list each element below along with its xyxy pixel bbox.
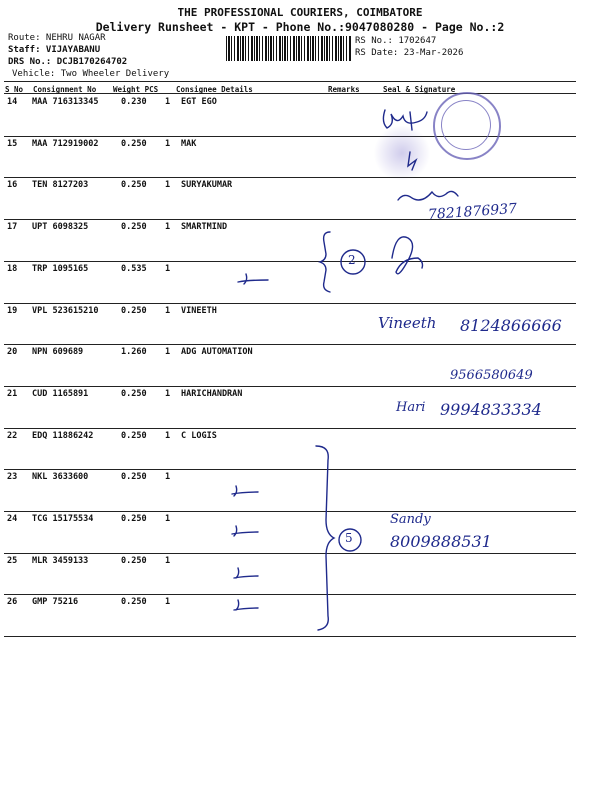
handwritten-phone-21: 9994833334 (440, 400, 542, 419)
row-consignment-no: TRP 1095165 (32, 263, 89, 274)
row-weight: 0.250 (121, 472, 147, 483)
row-consignment-no: NPN 609689 (32, 347, 84, 358)
row-sno: 23 (7, 472, 18, 483)
col-consignment: Consignment No (33, 85, 97, 94)
row-consignment-no: EDQ 11886242 (32, 430, 94, 441)
row-weight: 0.250 (121, 388, 147, 399)
row-pcs: 1 (165, 180, 171, 191)
handwritten-phone-24: 8009888531 (390, 532, 492, 551)
row-consignment-no: VPL 523615210 (32, 305, 99, 316)
rs-number: RS No.: 1702647 (355, 36, 437, 46)
row-sno: 17 (7, 222, 18, 233)
row-weight: 0.535 (121, 263, 147, 274)
row-sno: 25 (7, 555, 18, 566)
row-consignee: C LOGIS (181, 430, 217, 441)
row-consignee: MAK (181, 138, 197, 149)
row-sno: 24 (7, 514, 18, 524)
row-weight: 0.250 (121, 138, 147, 149)
col-sno: S No (5, 85, 24, 94)
row-sno: 26 (7, 597, 18, 608)
col-seal-signature: Seal & Signature (383, 85, 456, 94)
row-pcs: 1 (165, 514, 171, 524)
row-pcs: 1 (165, 305, 171, 316)
runsheet-subtitle: Delivery Runsheet - KPT - Phone No.:9047080280 - Page No.:2 (95, 20, 505, 34)
row-sno: 18 (7, 263, 18, 274)
row-weight: 0.250 (121, 180, 147, 191)
rs-date: RS Date: 23-Mar-2026 (355, 48, 464, 58)
handwritten-name-24: Sandy (390, 512, 431, 527)
row-consignment-no: NKL 3633600 (32, 472, 89, 483)
row-consignee: HARICHANDRAN (181, 388, 243, 399)
row-pcs: 1 (165, 430, 171, 441)
row-consignment-no: TCG 15175534 (32, 514, 94, 524)
row-pcs: 1 (165, 222, 171, 233)
row-weight: 0.250 (121, 430, 147, 441)
row-consignee: SMARTMIND (181, 222, 228, 233)
row-consignment-no: TEN 8127203 (32, 180, 89, 191)
row-weight: 0.230 (121, 97, 147, 107)
row-consignee: ADG AUTOMATION (181, 347, 253, 358)
row-weight: 0.250 (121, 514, 147, 524)
row-sno: 14 (7, 97, 18, 107)
row-sno: 21 (7, 388, 18, 399)
route-label: Route: NEHRU NAGAR (8, 33, 106, 43)
row-weight: 0.250 (121, 555, 147, 566)
row-consignment-no: CUD 1165891 (32, 388, 89, 399)
row-pcs: 1 (165, 472, 171, 483)
row-pcs: 1 (165, 555, 171, 566)
company-title: THE PROFESSIONAL COURIERS, COIMBATORE (177, 6, 423, 19)
row-consignment-no: MAA 712919002 (32, 138, 99, 149)
row-consignee: SURYAKUMAR (181, 180, 233, 191)
row-sno: 16 (7, 180, 18, 191)
row-pcs: 1 (165, 597, 171, 608)
handwritten-phone-16: 7821876937 (427, 200, 518, 224)
col-weight-pcs: Weight PCS (113, 85, 159, 94)
drs-label: DRS No.: DCJB170264702 (8, 57, 128, 67)
row-consignment-no: MLR 3459133 (32, 555, 89, 566)
row-sno: 19 (7, 305, 18, 316)
col-remarks: Remarks (328, 85, 360, 94)
row-pcs: 1 (165, 97, 171, 107)
staff-label: Staff: VIJAYABANU (8, 45, 101, 55)
row-consignee: VINEETH (181, 305, 217, 316)
row-consignee: EGT EGO (181, 97, 217, 107)
row-weight: 0.250 (121, 597, 147, 608)
row-weight: 0.250 (121, 222, 147, 233)
row-weight: 0.250 (121, 305, 147, 316)
row-sno: 15 (7, 138, 18, 149)
row-consignment-no: GMP 75216 (32, 597, 79, 608)
handwritten-phone-19: 8124866666 (460, 316, 562, 335)
circled-count-5: 5 (345, 531, 353, 545)
row-pcs: 1 (165, 388, 171, 399)
row-sno: 20 (7, 347, 18, 358)
row-pcs: 1 (165, 347, 171, 358)
col-consignee: Consignee Details (176, 85, 253, 94)
row-consignment-no: UPT 6098325 (32, 222, 89, 233)
handwritten-phone-20: 9566580649 (450, 368, 533, 383)
row-pcs: 1 (165, 263, 171, 274)
row-sno: 22 (7, 430, 18, 441)
handwritten-name-21: Hari (396, 400, 426, 415)
circled-count-2: 2 (348, 253, 356, 267)
row-pcs: 1 (165, 138, 171, 149)
row-weight: 1.260 (121, 347, 147, 358)
vehicle-label: Vehicle: Two Wheeler Delivery (12, 69, 170, 79)
row-consignment-no: MAA 716313345 (32, 97, 99, 107)
handwritten-name-19: Vineeth (378, 314, 437, 332)
